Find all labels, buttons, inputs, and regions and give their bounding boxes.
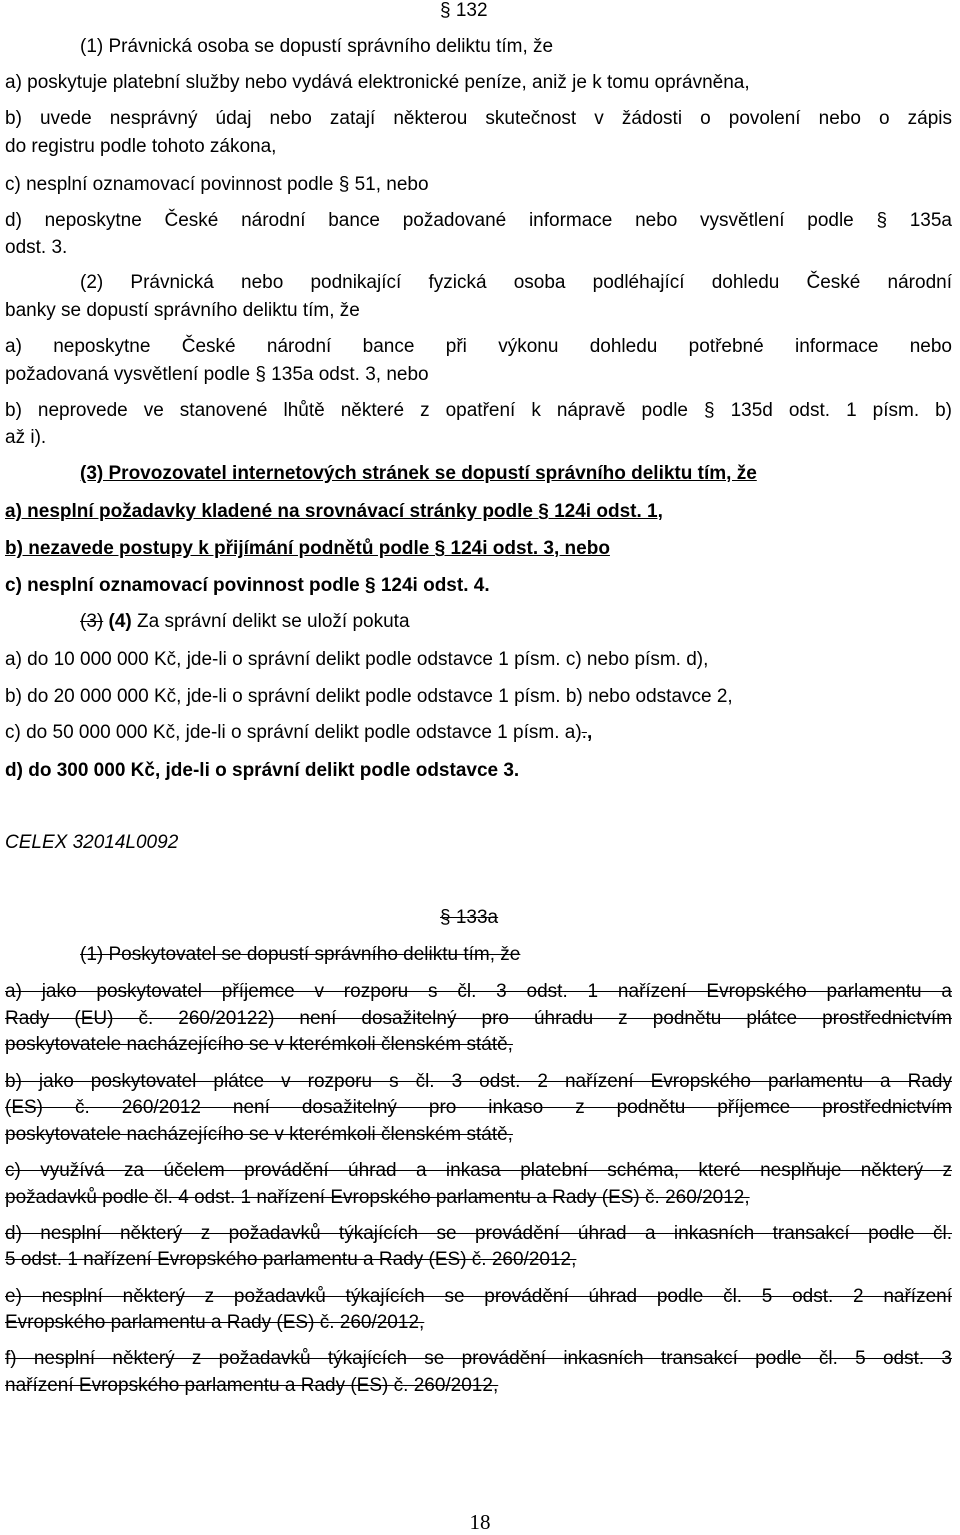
p4-item-a: a) do 10 000 000 Kč, jde-li o správní delikt podle odstavce 1 písm. c) nebo písm. d),: [5, 649, 709, 670]
s133a-item-b-line1: b) jako poskytovatel plátce v rozporu s čl. 3 odst. 2 nařízení Evropského parlamentu a Rady: [5, 1071, 952, 1092]
s133a-item-d-line1: d) nesplní některý z požadavků týkajících se provádění úhrad a inkasních transakcí podle čl.: [5, 1223, 952, 1244]
s133a-item-e-line1: e) nesplní některý z požadavků týkajících se provádění úhrad podle čl. 5 odst. 2 nařízení: [5, 1286, 952, 1307]
p1-intro: (1) Právnická osoba se dopustí správního deliktu tím, že: [80, 36, 554, 57]
p4-intro-line: [80, 611, 952, 633]
p4-item-c: [5, 722, 952, 744]
p4-item-c-old-end: .: [581, 722, 587, 743]
page-number: 18: [469, 1510, 491, 1534]
p4-item-c-new-end: ,: [586, 722, 593, 743]
p1-item-b-line1: b) uvede nesprávný údaj nebo zatají některou skutečnost v žádosti o povolení nebo o zápis: [5, 108, 952, 129]
s133a-item-f-line1: f) nesplní některý z požadavků týkajících se provádění inkasních transakcí podle čl. 5 odst. 3: [5, 1348, 952, 1369]
p1-item-c: c) nesplní oznamovací povinnost podle § 51, nebo: [5, 174, 429, 195]
p1-item-d-line1: d) neposkytne České národní bance požadované informace nebo vysvětlení podle § 135a: [5, 210, 952, 231]
p2-intro-line2: banky se dopustí správního deliktu tím, že: [5, 300, 360, 321]
s133a-item-e-line2: Evropského parlamentu a Rady (ES) č. 260/2012,: [5, 1312, 425, 1333]
p4-item-d: d) do 300 000 Kč, jde-li o správní delikt podle odstavce 3.: [5, 760, 520, 781]
p1-item-d-line2: odst. 3.: [5, 237, 68, 258]
s133a-item-a-line3: poskytovatele nacházejícího se v kterémkoli členském státě,: [5, 1034, 513, 1055]
s133a-item-d-line2: 5 odst. 1 nařízení Evropského parlamentu a Rady (ES) č. 260/2012,: [5, 1249, 577, 1270]
s133a-item-b-line2: (ES) č. 260/2012 není dosažitelný pro inkaso z podnětu příjemce prostřednictvím: [5, 1097, 952, 1118]
celex-reference: CELEX 32014L0092: [5, 832, 179, 853]
p3-item-c: c) nesplní oznamovací povinnost podle § 124i odst. 4.: [5, 575, 490, 596]
p4-new-number: (4): [108, 611, 132, 632]
p1-item-a: a) poskytuje platební služby nebo vydává elektronické peníze, aniž je k tomu oprávněna,: [5, 72, 750, 93]
p4-intro: Za správní delikt se uloží pokuta: [137, 611, 410, 632]
section-133a-heading: § 133a: [440, 907, 499, 928]
s133a-item-a-line2: Rady (EU) č. 260/20122) není dosažitelný pro úhradu z podnětu plátce prostřednictvím: [5, 1008, 952, 1029]
p4-old-number: (3): [80, 611, 104, 632]
section-132-heading: § 132: [440, 0, 488, 21]
s133a-item-c-line2: požadavků podle čl. 4 odst. 1 nařízení Evropského parlamentu a Rady (ES) č. 260/2012,: [5, 1187, 750, 1208]
p3-intro: (3) Provozovatel internetových stránek se dopustí správního deliktu tím, že: [80, 463, 757, 484]
s133a-item-b-line3: poskytovatele nacházejícího se v kterémkoli členském státě,: [5, 1124, 513, 1145]
p4-item-b: b) do 20 000 000 Kč, jde-li o správní delikt podle odstavce 1 písm. b) nebo odstavce 2,: [5, 686, 733, 707]
p1-item-b-line2: do registru podle tohoto zákona,: [5, 136, 277, 157]
p3-item-b: b) nezavede postupy k přijímání podnětů podle § 124i odst. 3, nebo: [5, 538, 610, 559]
s133a-intro: (1) Poskytovatel se dopustí správního deliktu tím, že: [80, 944, 521, 965]
s133a-item-a-line1: a) jako poskytovatel příjemce v rozporu s čl. 3 odst. 1 nařízení Evropského parlamentu a: [5, 981, 952, 1002]
p2-item-a-line2: požadovaná vysvětlení podle § 135a odst. 3, nebo: [5, 364, 429, 385]
p2-item-a-line1: a) neposkytne České národní bance při výkonu dohledu potřebné informace nebo: [5, 336, 952, 357]
p2-item-b-line1: b) neprovede ve stanovené lhůtě některé z opatření k nápravě podle § 135d odst. 1 písm. b): [5, 400, 952, 421]
p2-item-b-line2: až i).: [5, 427, 47, 448]
p3-item-a: a) nesplní požadavky kladené na srovnávací stránky podle § 124i odst. 1,: [5, 501, 663, 522]
s133a-item-c-line1: c) využívá za účelem provádění úhrad a inkasa platební schéma, které nesplňuje některý z: [5, 1160, 952, 1181]
s133a-item-f-line2: nařízení Evropského parlamentu a Rady (ES) č. 260/2012,: [5, 1375, 499, 1396]
p2-intro-line1: (2) Právnická nebo podnikající fyzická osoba podléhající dohledu České národní: [80, 272, 952, 293]
p4-item-c-text: c) do 50 000 000 Kč, jde-li o správní delikt podle odstavce 1 písm. a): [5, 722, 582, 743]
